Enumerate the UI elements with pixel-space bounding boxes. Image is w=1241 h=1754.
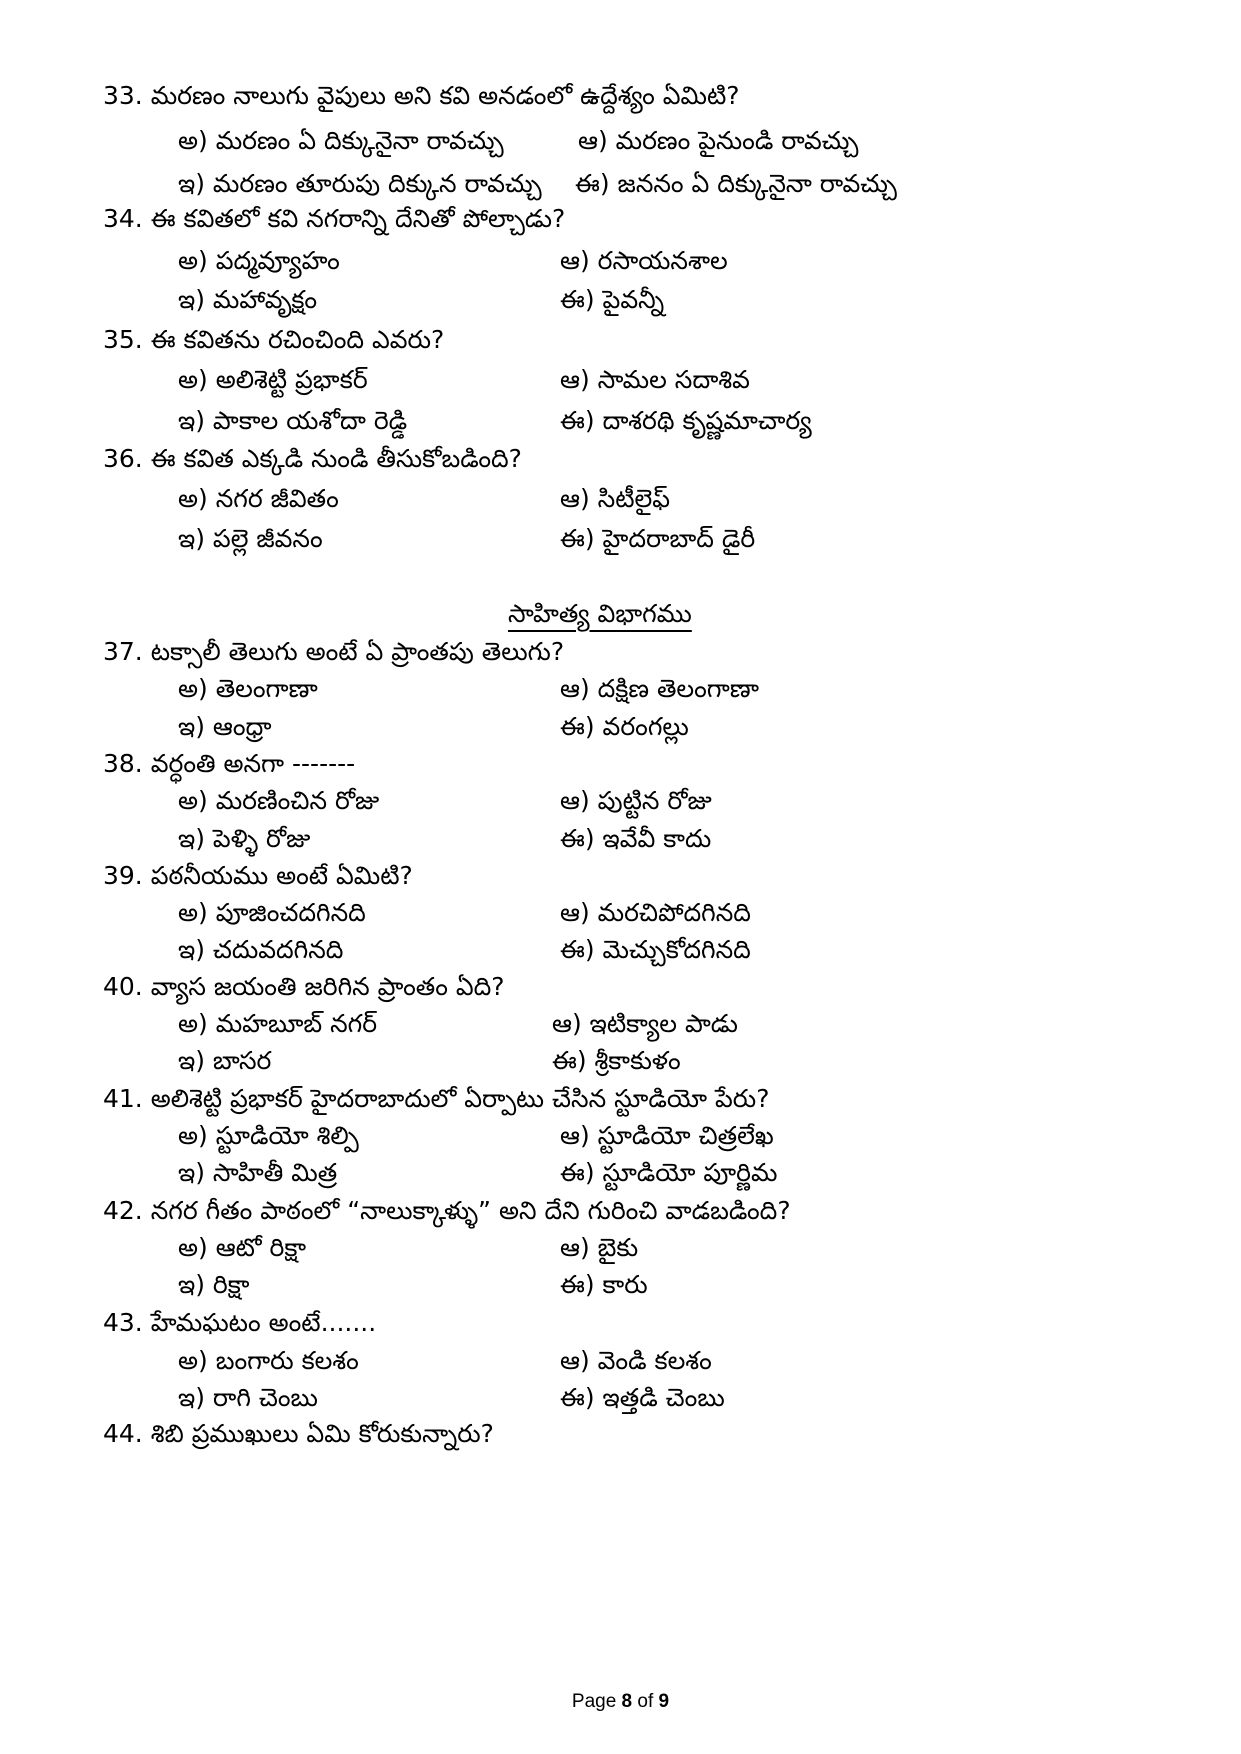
option-aa: ఆ) స్టూడియో చిత్రలేఖ (560, 1121, 774, 1150)
option-i: ఇ) మరణం తూరుపు దిక్కున రావచ్చు (178, 169, 542, 198)
option-a: అ) బంగారు కలశం (178, 1346, 359, 1375)
option-i: ఇ) పెళ్ళి రోజు (178, 824, 311, 853)
option-a: అ) మహబూబ్ నగర్ (178, 1009, 378, 1038)
question-41 (103, 1083, 769, 1115)
question-42 (103, 1195, 791, 1227)
question-text: అలిశెట్టి ప్రభాకర్ హైదరాబాదులో ఏర్పాటు చేసిన స్టూడియో పేరు? (150, 1084, 770, 1113)
question-number: 34. (103, 204, 143, 233)
option-aa: ఆ) బైకు (560, 1233, 639, 1262)
option-ee: ఈ) కారు (560, 1270, 648, 1299)
question-number: 37. (103, 637, 143, 666)
option-i: ఇ) బాసర (178, 1046, 272, 1075)
question-number: 44. (103, 1419, 143, 1448)
option-ee: ఈ) హైదరాబాద్ డైరీ (560, 524, 756, 553)
option-i: ఇ) మహావృక్షం (178, 285, 318, 314)
option-ee: ఈ) దాశరథి కృష్ణమాచార్య (560, 406, 812, 435)
question-text: శిబి ప్రముఖులు ఏమి కోరుకున్నారు? (150, 1419, 494, 1448)
option-i: ఇ) రాగి చెంబు (178, 1383, 318, 1412)
option-ee: ఈ) ఇవేవీ కాదు (560, 824, 712, 853)
question-number: 35. (103, 325, 143, 354)
option-a: అ) పద్మవ్యూహం (178, 246, 340, 275)
option-aa: ఆ) మరణం పైనుండి రావచ్చు (578, 126, 859, 155)
question-text: టక్సాలీ తెలుగు అంటే ఏ ప్రాంతపు తెలుగు? (150, 637, 565, 666)
option-aa: ఆ) ఇటిక్యాల పాడు (552, 1009, 738, 1038)
option-aa: ఆ) పుట్టిన రోజు (560, 786, 712, 815)
question-33 (103, 80, 740, 112)
option-aa: ఆ) సిటీలైఫ్ (560, 484, 671, 513)
question-number: 43. (103, 1308, 143, 1337)
option-ee: ఈ) పైవన్నీ (560, 285, 665, 314)
option-a: అ) మరణించిన రోజు (178, 786, 380, 815)
option-a: అ) మరణం ఏ దిక్కునైనా రావచ్చు (178, 126, 504, 155)
question-39 (103, 860, 413, 892)
question-number: 40. (103, 972, 143, 1001)
option-ee: ఈ) శ్రీకాకుళం (552, 1046, 681, 1075)
section-heading: సాహిత్య విభాగము (508, 599, 692, 628)
option-a: అ) తెలంగాణా (178, 674, 318, 703)
question-text: నగర గీతం పాఠంలో “నాలుక్కాళ్ళు” అని దేని గురించి వాడబడింది? (150, 1196, 791, 1225)
option-i: ఇ) రిక్షా (178, 1270, 250, 1299)
option-aa: ఆ) మరచిపోదగినది (560, 898, 751, 927)
question-40 (103, 971, 505, 1003)
question-text: ఈ కవితను రచించింది ఎవరు? (150, 325, 445, 354)
question-44 (103, 1418, 494, 1450)
option-i: ఇ) పల్లె జీవనం (178, 524, 323, 553)
question-text: ఈ కవితలో కవి నగరాన్ని దేనితో పోల్చాడు? (150, 204, 566, 233)
question-text: మరణం నాలుగు వైపులు అని కవి అనడంలో ఉద్దేశ్యం ఏమిటి? (150, 81, 740, 110)
question-43 (103, 1307, 376, 1339)
question-number: 42. (103, 1196, 143, 1225)
question-number: 41. (103, 1084, 143, 1113)
question-38 (103, 748, 355, 780)
option-i: ఇ) చదువదగినది (178, 935, 344, 964)
option-aa: ఆ) దక్షిణ తెలంగాణా (560, 674, 759, 703)
question-35 (103, 324, 444, 356)
question-number: 39. (103, 861, 143, 890)
option-ee: ఈ) స్టూడియో పూర్ణిమ (560, 1158, 778, 1187)
option-ee: ఈ) వరంగల్లు (560, 712, 689, 741)
option-i: ఇ) పాకాల యశోదా రెడ్డి (178, 406, 408, 435)
option-aa: ఆ) వెండి కలశం (560, 1346, 712, 1375)
total-page-number: 9 (658, 1691, 670, 1712)
option-aa: ఆ) సామల సదాశివ (560, 365, 750, 394)
option-a: అ) అలిశెట్టి ప్రభాకర్ (178, 365, 368, 394)
option-a: అ) స్టూడియో శిల్పి (178, 1121, 359, 1150)
question-37 (103, 636, 564, 668)
option-i: ఇ) ఆంధ్రా (178, 712, 272, 741)
question-text: పఠనీయము అంటే ఏమిటి? (150, 861, 413, 890)
option-a: అ) నగర జీవితం (178, 484, 339, 513)
question-text: వ్యాస జయంతి జరిగిన ప్రాంతం ఏది? (150, 972, 505, 1001)
option-ee: ఈ) జననం ఏ దిక్కునైనా రావచ్చు (575, 169, 897, 198)
option-a: అ) ఆటో రిక్షా (178, 1233, 307, 1262)
question-number: 38. (103, 749, 143, 778)
question-36 (103, 443, 522, 475)
option-aa: ఆ) రసాయనశాల (560, 246, 728, 275)
current-page-number: 8 (621, 1691, 633, 1712)
question-number: 36. (103, 444, 143, 473)
footer-prefix: Page (571, 1691, 622, 1712)
option-a: అ) పూజించదగినది (178, 898, 366, 927)
question-text: హేమఘటం అంటే....... (150, 1308, 377, 1337)
option-i: ఇ) సాహితీ మిత్ర (178, 1158, 338, 1187)
page-footer (0, 1690, 1241, 1714)
question-text: వర్ధంతి అనగా ------- (150, 749, 356, 778)
footer-of: of (632, 1691, 659, 1712)
question-number: 33. (103, 81, 143, 110)
option-ee: ఈ) ఇత్తడి చెంబు (560, 1383, 725, 1412)
question-text: ఈ కవిత ఎక్కడి నుండి తీసుకోబడింది? (150, 444, 522, 473)
question-34 (103, 203, 565, 235)
option-ee: ఈ) మెచ్చుకోదగినది (560, 935, 751, 964)
